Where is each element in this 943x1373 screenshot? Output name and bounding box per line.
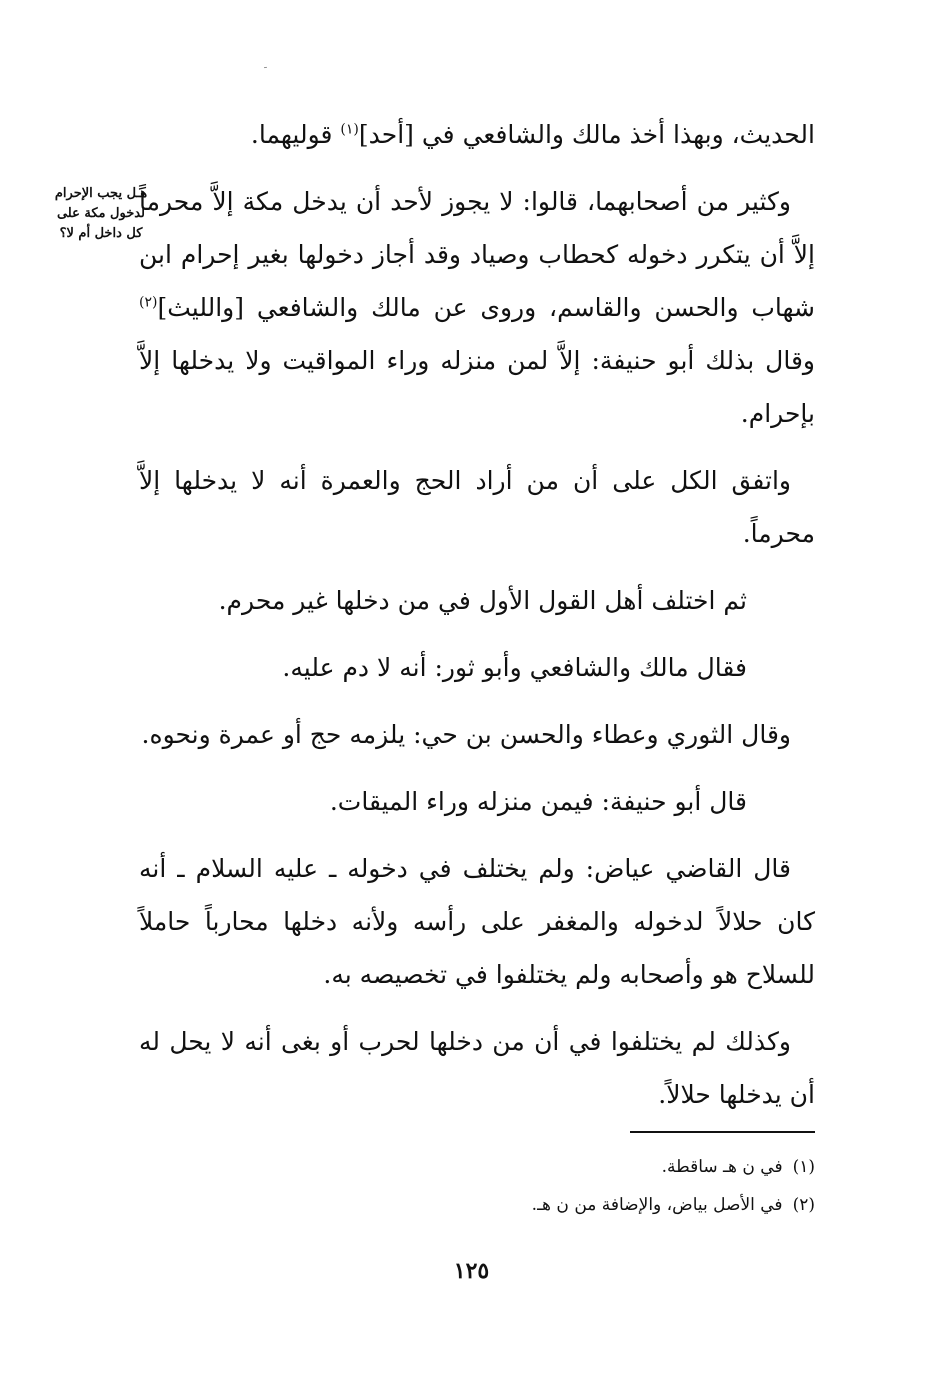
paragraph-1 [139, 108, 815, 161]
paragraph-1-text: الحديث، وبهذا أخذ مالك والشافعي في [أحد] [358, 120, 815, 149]
footnote-2 [139, 1186, 815, 1224]
footnote-2-number: (٢) [792, 1195, 815, 1215]
footnote-1-number: (١) [792, 1157, 815, 1177]
paragraph-3: واتفق الكل على أن من أراد الحج والعمرة أنه لا يدخلها إلاَّ محرماً. [139, 466, 815, 548]
paragraph-5: فقال مالك والشافعي وأبو ثور: أنه لا دم عليه. [282, 653, 747, 682]
paragraph-9: وكذلك لم يختلفوا في أن من دخلها لحرب أو بغى أنه لا يحل له أن يدخلها حلالاً. [139, 1027, 815, 1109]
paragraph-2 [139, 175, 815, 440]
paragraph-8: قال القاضي عياض: ولم يختلف في دخوله ـ عليه السلام ـ أنه كان حلالاً لدخوله والمغفر على رأسه ولأنه دخلها محارباً حاملاً للسلاح هو وأصحابه ولم يختلفوا في تخصيصه به. [139, 854, 815, 989]
top-mark: ﹶ [264, 66, 267, 77]
paragraph-7: قال أبو حنيفة: فيمن منزله وراء الميقات. [329, 787, 747, 816]
paragraph-6: وقال الثوري وعطاء والحسن بن حي: يلزمه حج أو عمرة ونحوه. [141, 720, 791, 749]
footnote-ref-2: (٢) [139, 294, 158, 311]
paragraph-4: ثم اختلف أهل القول الأول في من دخلها غير محرم. [218, 586, 747, 615]
footnote-1 [139, 1148, 815, 1186]
footnote-separator [630, 1131, 815, 1133]
footnote-ref-1: (١) [340, 121, 359, 138]
footnote-1-text: في ن هـ ساقطة. [661, 1157, 783, 1177]
paragraph-2-text-end: وقال بذلك أبو حنيفة: إلاَّ لمن منزله وراء المواقيت ولا يدخلها إلاَّ بإحرام. [139, 346, 815, 428]
main-text [139, 108, 815, 1135]
margin-note: هـل يجب الإحرام لدخول مكة على كل داخل أم لا؟ [54, 186, 148, 241]
footnotes [139, 1148, 815, 1224]
paragraph-2-text: وكثير من أصحابهما، قالوا: لا يجوز لأحد أن يدخل مكة إلاَّ محرماً إلاَّ أن يتكرر دخوله كحطاب وصياد وقد أجاز دخولها بغير إحرام ابن شهاب والحسن والقاسم، وروى عن مالك والشافعي [والليث] [139, 187, 815, 322]
paragraph-1-text-end: قوليهما. [250, 120, 341, 149]
footnote-2-text: في الأصل بياض، والإضافة من ن هـ. [531, 1195, 783, 1215]
page-number: ١٢٥ [453, 1258, 490, 1284]
